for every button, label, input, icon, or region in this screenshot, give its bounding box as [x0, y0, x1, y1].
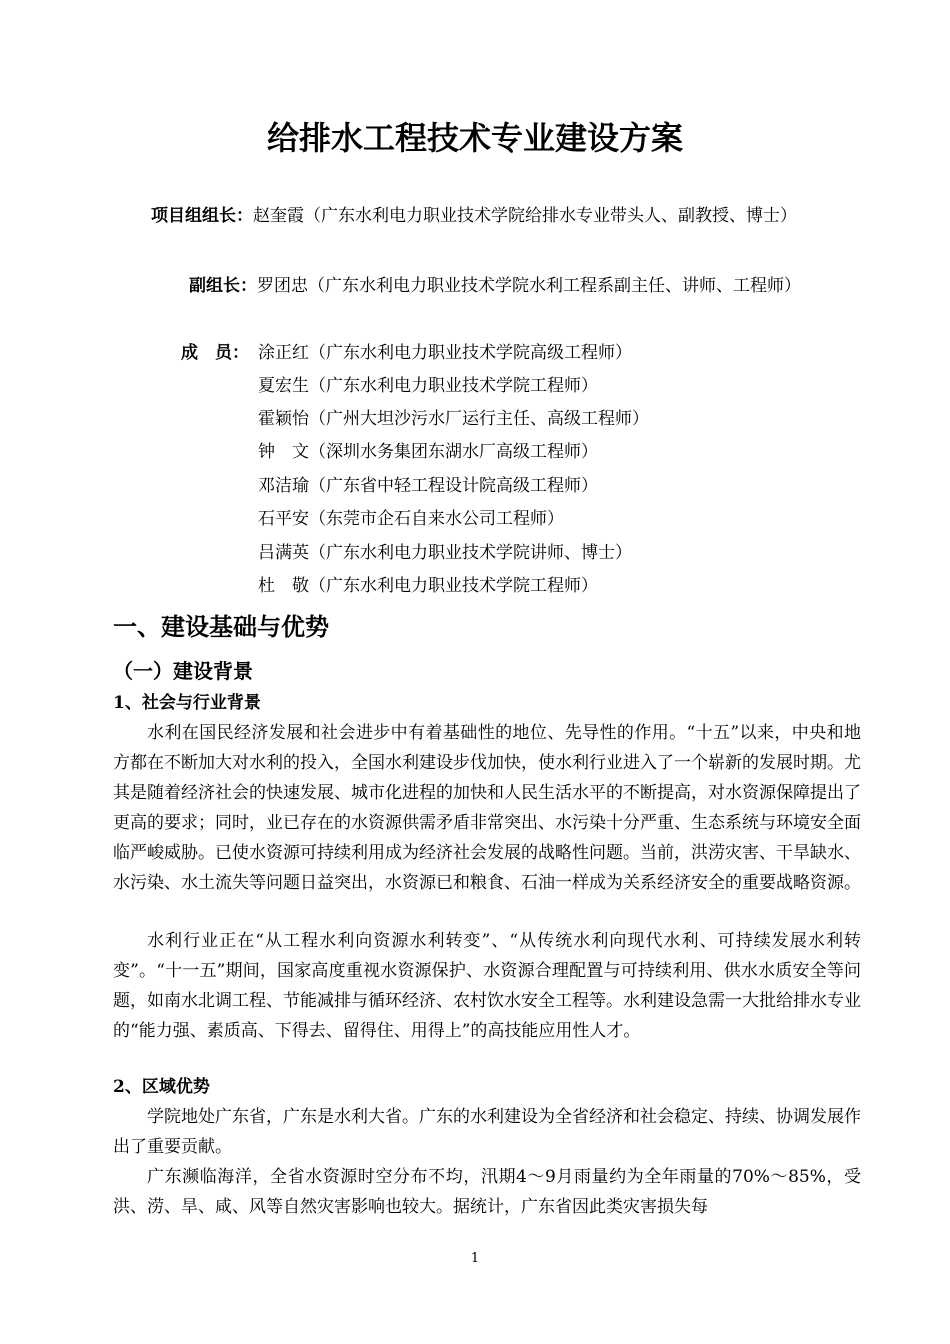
member-item: 邓洁瑜（广东省中轻工程设计院高级工程师）: [258, 476, 598, 496]
heading-social-background: 1、社会与行业背景: [113, 693, 261, 713]
document-title: 给排水工程技术专业建设方案: [266, 119, 683, 157]
paragraph-region-intro: 学院地处广东省，广东是水利大省。广东的水利建设为全省经济和社会稳定、持续、协调发展作出了重要贡献。: [113, 1107, 861, 1157]
section-heading: 一、建设基础与优势: [113, 612, 329, 641]
member-item: 吕满英（广东水利电力职业技术学院讲师、博士）: [258, 543, 632, 563]
member-item: 涂正红（广东水利电力职业技术学院高级工程师）: [258, 343, 632, 363]
member-item: 杜 敬（广东水利电力职业技术学院工程师）: [258, 576, 598, 596]
deputy-leader-text: 罗团忠（广东水利电力职业技术学院水利工程系副主任、讲师、工程师）: [257, 276, 801, 296]
deputy-leader-line: [113, 270, 863, 303]
project-leader-text: 赵奎霞（广东水利电力职业技术学院给排水专业带头人、副教授、博士）: [253, 206, 797, 226]
paragraph-industry-shift: 水利行业正在“从工程水利向资源水利转变”、“从传统水利向现代水利、可持续发展水利转变”。“十一五”期间，国家高度重视水资源保护、水资源合理配置与可持续利用、供水水质安全等问题，如南水北调工程、节能减排与循环经济、农村饮水安全工程等。水利建设急需一大批给排水专业的“能力强、素质高、下得去、留得住、用得上”的高技能应用性人才。: [113, 931, 861, 1041]
subsection-heading: （一）建设背景: [113, 659, 253, 683]
member-item: 夏宏生（广东水利电力职业技术学院工程师）: [258, 376, 598, 396]
page-number: 1: [470, 1251, 480, 1266]
project-leader-line: [113, 200, 863, 233]
member-item: 钟 文（深圳水务集团东湖水厂高级工程师）: [258, 442, 598, 462]
member-item: 石平安（东莞市企石自来水公司工程师）: [258, 509, 564, 529]
paragraph-region-climate: 广东濒临海洋，全省水资源时空分布不均，汛期4～9月雨量约为全年雨量的70%～85%，受洪、涝、旱、咸、风等自然灾害影响也较大。据统计，广东省因此类灾害损失每: [113, 1167, 861, 1217]
members-label: 成 员：: [181, 343, 249, 363]
member-item: 霍颖怡（广州大坦沙污水厂运行主任、高级工程师）: [258, 409, 649, 429]
heading-regional-advantage: 2、区域优势: [113, 1077, 210, 1097]
project-leader-label: 项目组组长：: [151, 206, 253, 226]
deputy-leader-label: 副组长：: [189, 276, 257, 296]
paragraph-social-background: 水利在国民经济发展和社会进步中有着基础性的地位、先导性的作用。“十五”以来，中央和地方都在不断加大对水利的投入，全国水利建设步伐加快，使水利行业进入了一个崭新的发展时期。尤其是随着经济社会的快速发展、城市化进程的加快和人民生活水平的不断提高，对水资源保障提出了更高的要求；同时，业已存在的水资源供需矛盾非常突出、水污染十分严重、生态系统与环境安全面临严峻威胁。已使水资源可持续利用成为经济社会发展的战略性问题。当前，洪涝灾害、干旱缺水、水污染、水土流失等问题日益突出，水资源已和粮食、石油一样成为关系经济安全的重要战略资源。: [113, 723, 861, 893]
